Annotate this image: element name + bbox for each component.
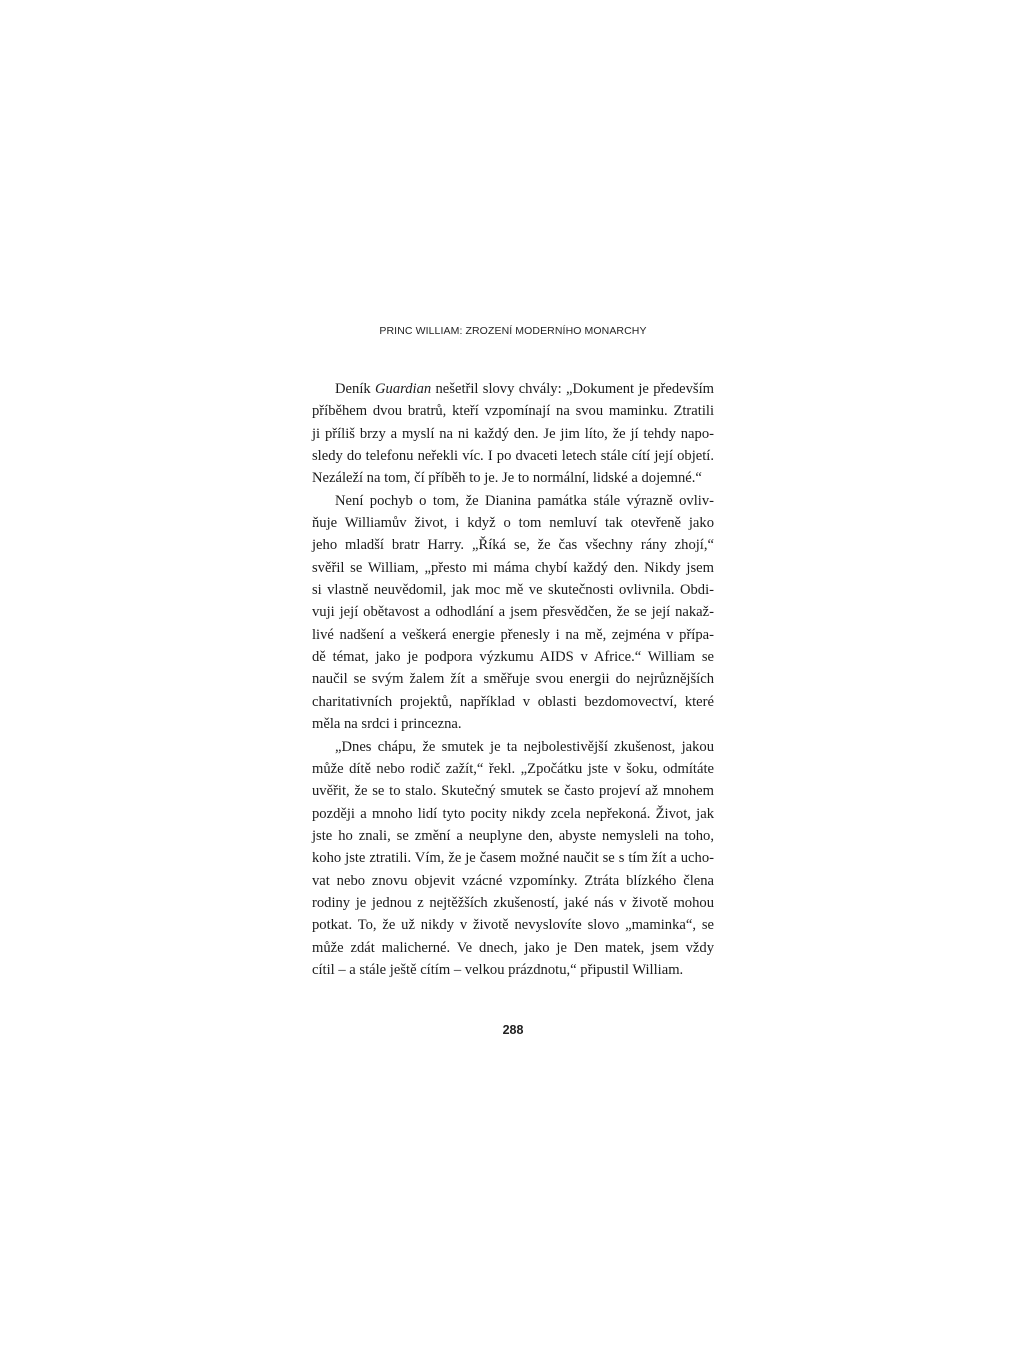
- text-run: Deník: [335, 381, 375, 397]
- text-line: naučil se svým žalem žít a směřuje svou energii do nejrůznějších: [312, 671, 714, 688]
- text-line: charitativních projektů, například v oblasti bezdomovectví, které: [312, 693, 714, 710]
- running-head: PRINC WILLIAM: ZROZENÍ MODERNÍHO MONARCHY: [379, 325, 647, 337]
- text-line: potkat. To, že už nikdy v životě nevyslovíte slovo „maminka“, se: [312, 917, 714, 934]
- text-line: cítil – a stále ještě cítím – velkou prázdnotu,“ připustil William.: [312, 961, 684, 978]
- page-number: 288: [502, 1023, 524, 1037]
- body-text: [312, 378, 714, 981]
- text-line: příběhem dvou bratrů, kteří vzpomínají na svou maminku. Ztratili: [312, 403, 714, 420]
- text-line: vat nebo znovu objevit vzácné vzpomínky. Ztráta blízkého člena: [312, 872, 714, 889]
- text-line: koho jste ztratili. Vím, že je časem možné naučit se s tím žít a ucho-: [312, 850, 714, 867]
- newspaper-title: Guardian: [374, 381, 432, 397]
- text-line: livé nadšení a veškerá energie přenesly i na mě, zejména v přípa-: [312, 626, 714, 643]
- text-line: ji příliš brzy a myslí na ni každý den. Je jim líto, že jí tehdy napo-: [312, 425, 714, 442]
- text-run: nešetřil slovy chvály: „Dokument je především: [431, 381, 714, 397]
- paragraph: [312, 490, 714, 736]
- text-line: může zdát malicherné. Ve dnech, jako je Den matek, jsem vždy: [312, 939, 714, 956]
- text-line: Není pochyb o tom, že Dianina památka stále výrazně ovliv-: [335, 492, 714, 509]
- text-line: uvěřit, že se to stalo. Skutečný smutek se často projeví až mnohem: [312, 783, 714, 800]
- text-line: může dítě nebo rodič zažít,“ řekl. „Zpočátku jste v šoku, odmítáte: [312, 760, 714, 777]
- text-line: jste ho znali, se změní a neuplyne den, abyste nemysleli na toho,: [312, 827, 714, 844]
- text-line: rodiny je jednou z nejtěžších zkušeností, jaké nás v životě mohou: [312, 894, 714, 911]
- text-line: Nezáleží na tom, čí příběh to je. Je to normální, lidské a dojemné.“: [312, 470, 702, 487]
- text-line: vuji její obětavost a odhodlání a jsem přesvědčen, že se její nakaž-: [312, 604, 714, 621]
- text-line: „Dnes chápu, že smutek je ta nejbolestivější zkušenost, jakou: [335, 738, 714, 755]
- text-line: později a mnoho lidí tyto pocity nikdy zcela nepřekoná. Život, jak: [312, 805, 714, 822]
- paragraph: [312, 378, 714, 490]
- text-line: [312, 378, 714, 400]
- text-line: svěřil se William, „přesto mi máma chybí každý den. Nikdy jsem: [312, 559, 714, 576]
- text-line: sledy do telefonu neřekli víc. I po dvaceti letech stále cítí její objetí.: [312, 448, 714, 465]
- text-line: jeho mladší bratr Harry. „Říká se, že čas všechny rány zhojí,“: [312, 537, 714, 554]
- text-line: ňuje Williamův život, i když o tom nemluví tak otevřeně jako: [312, 515, 714, 532]
- paragraph: [312, 736, 714, 982]
- text-line: si vlastně neuvědomil, jak moc mě ve skutečnosti ovlivnila. Obdi-: [312, 582, 714, 599]
- text-line: měla na srdci i princezna.: [312, 716, 462, 733]
- text-line: dě témat, jako je podpora výzkumu AIDS v Africe.“ William se: [312, 649, 714, 666]
